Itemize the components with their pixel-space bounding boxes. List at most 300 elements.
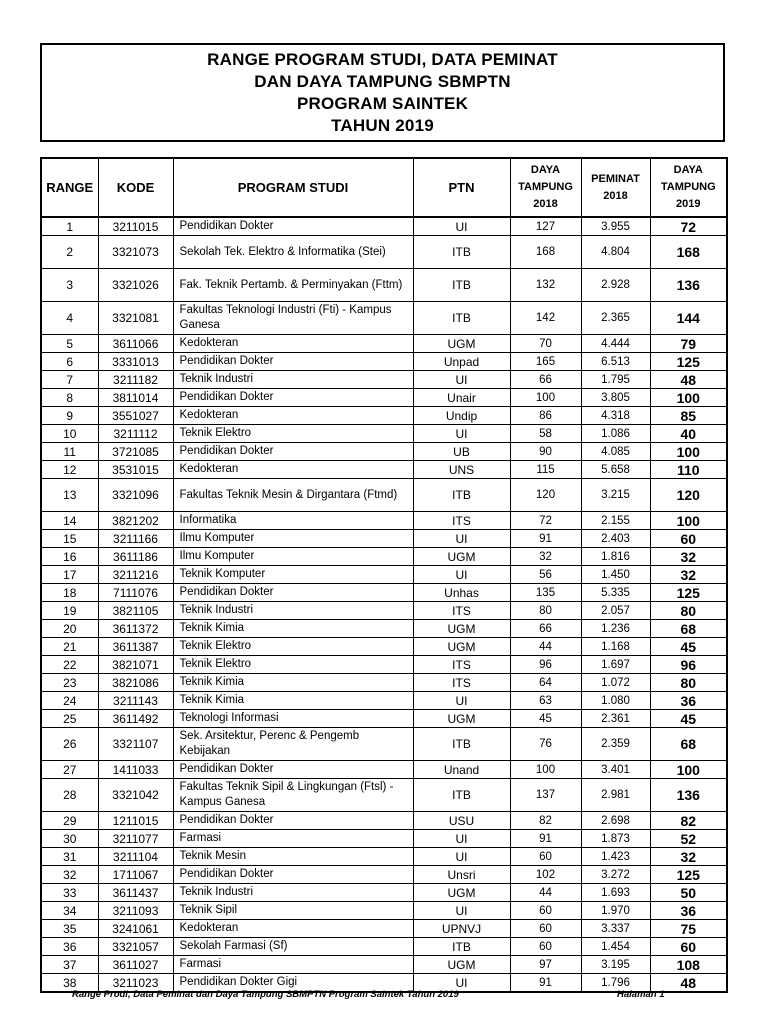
cell-ptn: UGM [413, 884, 510, 902]
cell-kode: 3721085 [98, 443, 173, 461]
table-row [41, 217, 727, 236]
header-kode: KODE [98, 158, 173, 217]
header-daya-2019-line2: TAMPUNG [660, 181, 716, 193]
cell-peminat-2018: 1.423 [581, 848, 650, 866]
cell-program: Teknik Elektro [173, 425, 413, 443]
table-row [41, 638, 727, 656]
cell-program: Kedokteran [173, 407, 413, 425]
cell-peminat-2018: 1.796 [581, 974, 650, 993]
cell-daya-2018: 168 [510, 236, 581, 269]
cell-ptn: ITB [413, 269, 510, 302]
cell-program: Pendidikan Dokter [173, 761, 413, 779]
table-row [41, 389, 727, 407]
cell-kode: 3211104 [98, 848, 173, 866]
cell-daya-2019: 168 [650, 236, 727, 269]
cell-daya-2018: 132 [510, 269, 581, 302]
title-line-1: RANGE PROGRAM STUDI, DATA PEMINAT [207, 49, 558, 69]
cell-program: Sek. Arsitektur, Perenc & Pengemb Kebijakan [173, 728, 413, 761]
table-row [41, 512, 727, 530]
cell-daya-2018: 63 [510, 692, 581, 710]
cell-range: 14 [41, 512, 98, 530]
cell-ptn: ITS [413, 656, 510, 674]
cell-ptn: UGM [413, 638, 510, 656]
table-row [41, 812, 727, 830]
cell-ptn: UGM [413, 620, 510, 638]
cell-program: Informatika [173, 512, 413, 530]
table-row [41, 443, 727, 461]
cell-peminat-2018: 1.454 [581, 938, 650, 956]
cell-program: Pendidikan Dokter [173, 584, 413, 602]
cell-daya-2019: 60 [650, 938, 727, 956]
cell-kode: 3611437 [98, 884, 173, 902]
cell-kode: 3531015 [98, 461, 173, 479]
cell-daya-2018: 56 [510, 566, 581, 584]
cell-daya-2019: 100 [650, 443, 727, 461]
cell-daya-2019: 144 [650, 302, 727, 335]
cell-kode: 1711067 [98, 866, 173, 884]
cell-daya-2019: 96 [650, 656, 727, 674]
cell-program: Pendidikan Dokter [173, 443, 413, 461]
cell-kode: 3321057 [98, 938, 173, 956]
cell-kode: 3821202 [98, 512, 173, 530]
table-row [41, 425, 727, 443]
header-range: RANGE [41, 158, 98, 217]
table-row [41, 830, 727, 848]
cell-kode: 3211182 [98, 371, 173, 389]
cell-daya-2018: 60 [510, 920, 581, 938]
data-table [40, 157, 728, 993]
cell-daya-2018: 137 [510, 779, 581, 812]
cell-kode: 3211166 [98, 530, 173, 548]
cell-program: Ilmu Komputer [173, 530, 413, 548]
cell-peminat-2018: 2.928 [581, 269, 650, 302]
cell-range: 16 [41, 548, 98, 566]
cell-daya-2018: 100 [510, 389, 581, 407]
cell-peminat-2018: 4.444 [581, 335, 650, 353]
cell-range: 32 [41, 866, 98, 884]
cell-program: Teknik Kimia [173, 620, 413, 638]
cell-program: Sekolah Farmasi (Sf) [173, 938, 413, 956]
table-row [41, 728, 727, 761]
cell-ptn: ITB [413, 779, 510, 812]
cell-daya-2019: 120 [650, 479, 727, 512]
cell-program: Fakultas Teknik Mesin & Dirgantara (Ftmd) [173, 479, 413, 512]
cell-kode: 3211093 [98, 902, 173, 920]
table-row [41, 956, 727, 974]
table-row [41, 479, 727, 512]
cell-daya-2019: 79 [650, 335, 727, 353]
cell-program: Kedokteran [173, 335, 413, 353]
cell-daya-2019: 40 [650, 425, 727, 443]
cell-program: Teknik Sipil [173, 902, 413, 920]
cell-range: 12 [41, 461, 98, 479]
cell-range: 5 [41, 335, 98, 353]
cell-peminat-2018: 3.401 [581, 761, 650, 779]
cell-kode: 3211112 [98, 425, 173, 443]
cell-range: 1 [41, 217, 98, 236]
header-peminat-2018 [581, 158, 650, 217]
cell-program: Pendidikan Dokter [173, 353, 413, 371]
cell-peminat-2018: 4.085 [581, 443, 650, 461]
cell-daya-2018: 91 [510, 974, 581, 993]
cell-peminat-2018: 1.697 [581, 656, 650, 674]
cell-range: 11 [41, 443, 98, 461]
cell-daya-2019: 52 [650, 830, 727, 848]
cell-daya-2019: 36 [650, 902, 727, 920]
cell-daya-2018: 45 [510, 710, 581, 728]
title-line-4: TAHUN 2019 [331, 115, 434, 135]
cell-range: 21 [41, 638, 98, 656]
cell-daya-2019: 80 [650, 674, 727, 692]
cell-daya-2018: 58 [510, 425, 581, 443]
cell-program: Teknik Elektro [173, 638, 413, 656]
table-row [41, 371, 727, 389]
cell-peminat-2018: 1.168 [581, 638, 650, 656]
cell-daya-2018: 76 [510, 728, 581, 761]
cell-program: Teknologi Informasi [173, 710, 413, 728]
cell-daya-2019: 36 [650, 692, 727, 710]
cell-peminat-2018: 2.365 [581, 302, 650, 335]
cell-kode: 3611066 [98, 335, 173, 353]
table-row [41, 938, 727, 956]
cell-daya-2018: 70 [510, 335, 581, 353]
table-row [41, 920, 727, 938]
cell-program: Teknik Industri [173, 371, 413, 389]
cell-kode: 7111076 [98, 584, 173, 602]
cell-daya-2019: 32 [650, 566, 727, 584]
cell-daya-2018: 64 [510, 674, 581, 692]
cell-daya-2018: 86 [510, 407, 581, 425]
cell-peminat-2018: 1.450 [581, 566, 650, 584]
cell-range: 29 [41, 812, 98, 830]
table-row [41, 584, 727, 602]
cell-daya-2018: 66 [510, 371, 581, 389]
cell-peminat-2018: 5.658 [581, 461, 650, 479]
cell-kode: 3321073 [98, 236, 173, 269]
cell-range: 36 [41, 938, 98, 956]
cell-daya-2018: 60 [510, 938, 581, 956]
cell-program: Pendidikan Dokter Gigi [173, 974, 413, 993]
cell-range: 23 [41, 674, 98, 692]
cell-daya-2019: 48 [650, 974, 727, 993]
header-row [41, 158, 727, 217]
cell-kode: 3811014 [98, 389, 173, 407]
table-row [41, 335, 727, 353]
cell-ptn: ITS [413, 512, 510, 530]
cell-peminat-2018: 2.155 [581, 512, 650, 530]
cell-kode: 3611372 [98, 620, 173, 638]
cell-range: 6 [41, 353, 98, 371]
table-row [41, 302, 727, 335]
cell-range: 4 [41, 302, 98, 335]
cell-peminat-2018: 6.513 [581, 353, 650, 371]
table-row [41, 602, 727, 620]
cell-daya-2019: 100 [650, 512, 727, 530]
cell-range: 22 [41, 656, 98, 674]
cell-kode: 3321107 [98, 728, 173, 761]
cell-program: Teknik Komputer [173, 566, 413, 584]
cell-daya-2018: 100 [510, 761, 581, 779]
cell-ptn: ITS [413, 674, 510, 692]
cell-daya-2019: 50 [650, 884, 727, 902]
cell-daya-2019: 85 [650, 407, 727, 425]
header-daya-2019-line3: 2019 [676, 198, 701, 210]
cell-ptn: Unpad [413, 353, 510, 371]
cell-peminat-2018: 2.981 [581, 779, 650, 812]
cell-kode: 3821105 [98, 602, 173, 620]
cell-program: Farmasi [173, 830, 413, 848]
cell-program: Pendidikan Dokter [173, 866, 413, 884]
cell-peminat-2018: 1.970 [581, 902, 650, 920]
cell-kode: 1411033 [98, 761, 173, 779]
cell-daya-2019: 110 [650, 461, 727, 479]
cell-ptn: UNS [413, 461, 510, 479]
cell-program: Ilmu Komputer [173, 548, 413, 566]
cell-daya-2018: 80 [510, 602, 581, 620]
cell-daya-2018: 32 [510, 548, 581, 566]
header-daya-2018-line2: TAMPUNG [518, 181, 573, 193]
cell-daya-2018: 115 [510, 461, 581, 479]
cell-kode: 3821086 [98, 674, 173, 692]
cell-daya-2018: 135 [510, 584, 581, 602]
header-daya-2018-line1: DAYA [530, 164, 561, 176]
cell-program: Pendidikan Dokter [173, 812, 413, 830]
cell-kode: 3821071 [98, 656, 173, 674]
table-row [41, 269, 727, 302]
cell-kode: 3211077 [98, 830, 173, 848]
cell-kode: 3611387 [98, 638, 173, 656]
cell-range: 8 [41, 389, 98, 407]
cell-daya-2019: 75 [650, 920, 727, 938]
cell-ptn: UI [413, 425, 510, 443]
cell-ptn: UPNVJ [413, 920, 510, 938]
cell-daya-2019: 125 [650, 584, 727, 602]
cell-kode: 3211023 [98, 974, 173, 993]
table-row [41, 902, 727, 920]
table-row [41, 407, 727, 425]
cell-range: 26 [41, 728, 98, 761]
cell-range: 34 [41, 902, 98, 920]
cell-daya-2019: 108 [650, 956, 727, 974]
cell-range: 10 [41, 425, 98, 443]
table-row [41, 761, 727, 779]
cell-range: 31 [41, 848, 98, 866]
cell-kode: 3611186 [98, 548, 173, 566]
cell-daya-2019: 48 [650, 371, 727, 389]
cell-range: 13 [41, 479, 98, 512]
cell-daya-2018: 72 [510, 512, 581, 530]
header-daya-2018-line3: 2018 [533, 198, 558, 210]
cell-daya-2018: 44 [510, 884, 581, 902]
cell-peminat-2018: 2.698 [581, 812, 650, 830]
table-row [41, 866, 727, 884]
cell-daya-2018: 97 [510, 956, 581, 974]
cell-kode: 3321042 [98, 779, 173, 812]
header-daya-2019-line1: DAYA [673, 164, 703, 176]
cell-daya-2018: 66 [510, 620, 581, 638]
cell-peminat-2018: 3.337 [581, 920, 650, 938]
cell-ptn: Unhas [413, 584, 510, 602]
cell-daya-2019: 136 [650, 269, 727, 302]
cell-daya-2019: 136 [650, 779, 727, 812]
table-row [41, 656, 727, 674]
cell-program: Teknik Kimia [173, 674, 413, 692]
cell-peminat-2018: 3.195 [581, 956, 650, 974]
cell-kode: 3321026 [98, 269, 173, 302]
cell-kode: 3551027 [98, 407, 173, 425]
cell-daya-2018: 96 [510, 656, 581, 674]
cell-daya-2019: 100 [650, 389, 727, 407]
cell-ptn: Unand [413, 761, 510, 779]
cell-ptn: USU [413, 812, 510, 830]
cell-daya-2019: 60 [650, 530, 727, 548]
cell-range: 19 [41, 602, 98, 620]
cell-range: 27 [41, 761, 98, 779]
cell-ptn: UGM [413, 335, 510, 353]
header-daya-2018 [510, 158, 581, 217]
cell-peminat-2018: 3.955 [581, 217, 650, 236]
cell-daya-2018: 165 [510, 353, 581, 371]
cell-peminat-2018: 5.335 [581, 584, 650, 602]
cell-peminat-2018: 2.359 [581, 728, 650, 761]
cell-daya-2019: 125 [650, 866, 727, 884]
cell-peminat-2018: 1.080 [581, 692, 650, 710]
cell-daya-2018: 142 [510, 302, 581, 335]
table-row [41, 692, 727, 710]
cell-range: 7 [41, 371, 98, 389]
cell-daya-2019: 72 [650, 217, 727, 236]
cell-peminat-2018: 4.804 [581, 236, 650, 269]
cell-ptn: UI [413, 217, 510, 236]
cell-ptn: UI [413, 371, 510, 389]
cell-peminat-2018: 3.805 [581, 389, 650, 407]
page-number: Halaman 1 [617, 989, 665, 1000]
cell-ptn: UGM [413, 548, 510, 566]
cell-daya-2018: 91 [510, 830, 581, 848]
cell-daya-2018: 91 [510, 530, 581, 548]
cell-ptn: UI [413, 530, 510, 548]
cell-daya-2019: 68 [650, 620, 727, 638]
cell-range: 9 [41, 407, 98, 425]
cell-kode: 3331013 [98, 353, 173, 371]
cell-range: 30 [41, 830, 98, 848]
cell-program: Fakultas Teknik Sipil & Lingkungan (Ftsl) - Kampus Ganesa [173, 779, 413, 812]
table-row [41, 848, 727, 866]
cell-ptn: Undip [413, 407, 510, 425]
title-box [40, 43, 725, 142]
cell-range: 20 [41, 620, 98, 638]
header-program: PROGRAM STUDI [173, 158, 413, 217]
table-row [41, 620, 727, 638]
table-row [41, 530, 727, 548]
cell-range: 17 [41, 566, 98, 584]
cell-range: 24 [41, 692, 98, 710]
table-row [41, 566, 727, 584]
cell-ptn: UI [413, 974, 510, 993]
cell-ptn: ITB [413, 236, 510, 269]
cell-kode: 3211143 [98, 692, 173, 710]
cell-range: 25 [41, 710, 98, 728]
cell-program: Farmasi [173, 956, 413, 974]
cell-program: Teknik Mesin [173, 848, 413, 866]
cell-kode: 3241061 [98, 920, 173, 938]
table-row [41, 548, 727, 566]
table-row [41, 461, 727, 479]
cell-daya-2019: 125 [650, 353, 727, 371]
cell-range: 2 [41, 236, 98, 269]
cell-ptn: Unair [413, 389, 510, 407]
footer-text: Range Prodi, Data Peminat dan Daya Tampung SBMPTN Program Saintek Tahun 2019 [72, 989, 459, 1000]
cell-program: Sekolah Tek. Elektro & Informatika (Stei) [173, 236, 413, 269]
table-row [41, 710, 727, 728]
cell-range: 35 [41, 920, 98, 938]
cell-daya-2018: 82 [510, 812, 581, 830]
table-row [41, 353, 727, 371]
cell-peminat-2018: 1.693 [581, 884, 650, 902]
cell-peminat-2018: 1.086 [581, 425, 650, 443]
cell-daya-2019: 68 [650, 728, 727, 761]
cell-program: Kedokteran [173, 920, 413, 938]
table-row [41, 236, 727, 269]
header-peminat-line2: 2018 [603, 189, 628, 202]
cell-daya-2018: 60 [510, 848, 581, 866]
table-body [41, 217, 727, 992]
cell-ptn: UB [413, 443, 510, 461]
cell-daya-2019: 80 [650, 602, 727, 620]
cell-daya-2018: 127 [510, 217, 581, 236]
cell-ptn: UI [413, 830, 510, 848]
cell-daya-2019: 45 [650, 710, 727, 728]
cell-peminat-2018: 1.236 [581, 620, 650, 638]
cell-daya-2018: 102 [510, 866, 581, 884]
cell-program: Pendidikan Dokter [173, 389, 413, 407]
cell-program: Kedokteran [173, 461, 413, 479]
cell-ptn: UGM [413, 956, 510, 974]
cell-ptn: ITB [413, 302, 510, 335]
cell-peminat-2018: 3.215 [581, 479, 650, 512]
cell-program: Teknik Industri [173, 602, 413, 620]
cell-program: Pendidikan Dokter [173, 217, 413, 236]
cell-program: Teknik Elektro [173, 656, 413, 674]
header-peminat-line1: PEMINAT [591, 172, 640, 185]
cell-ptn: UI [413, 566, 510, 584]
cell-daya-2018: 60 [510, 902, 581, 920]
cell-program: Fakultas Teknologi Industri (Fti) - Kampus Ganesa [173, 302, 413, 335]
cell-peminat-2018: 2.057 [581, 602, 650, 620]
header-daya-2019 [650, 158, 727, 217]
cell-ptn: ITB [413, 938, 510, 956]
cell-kode: 3611492 [98, 710, 173, 728]
cell-range: 38 [41, 974, 98, 993]
cell-ptn: UGM [413, 710, 510, 728]
cell-peminat-2018: 1.816 [581, 548, 650, 566]
cell-range: 3 [41, 269, 98, 302]
cell-range: 37 [41, 956, 98, 974]
cell-program: Teknik Kimia [173, 692, 413, 710]
cell-range: 28 [41, 779, 98, 812]
cell-ptn: ITB [413, 479, 510, 512]
cell-ptn: ITB [413, 728, 510, 761]
cell-program: Teknik Industri [173, 884, 413, 902]
cell-kode: 1211015 [98, 812, 173, 830]
cell-peminat-2018: 4.318 [581, 407, 650, 425]
cell-kode: 3321081 [98, 302, 173, 335]
cell-program: Fak. Teknik Pertamb. & Perminyakan (Fttm) [173, 269, 413, 302]
cell-daya-2018: 90 [510, 443, 581, 461]
cell-peminat-2018: 1.795 [581, 371, 650, 389]
cell-ptn: Unsri [413, 866, 510, 884]
cell-daya-2019: 100 [650, 761, 727, 779]
